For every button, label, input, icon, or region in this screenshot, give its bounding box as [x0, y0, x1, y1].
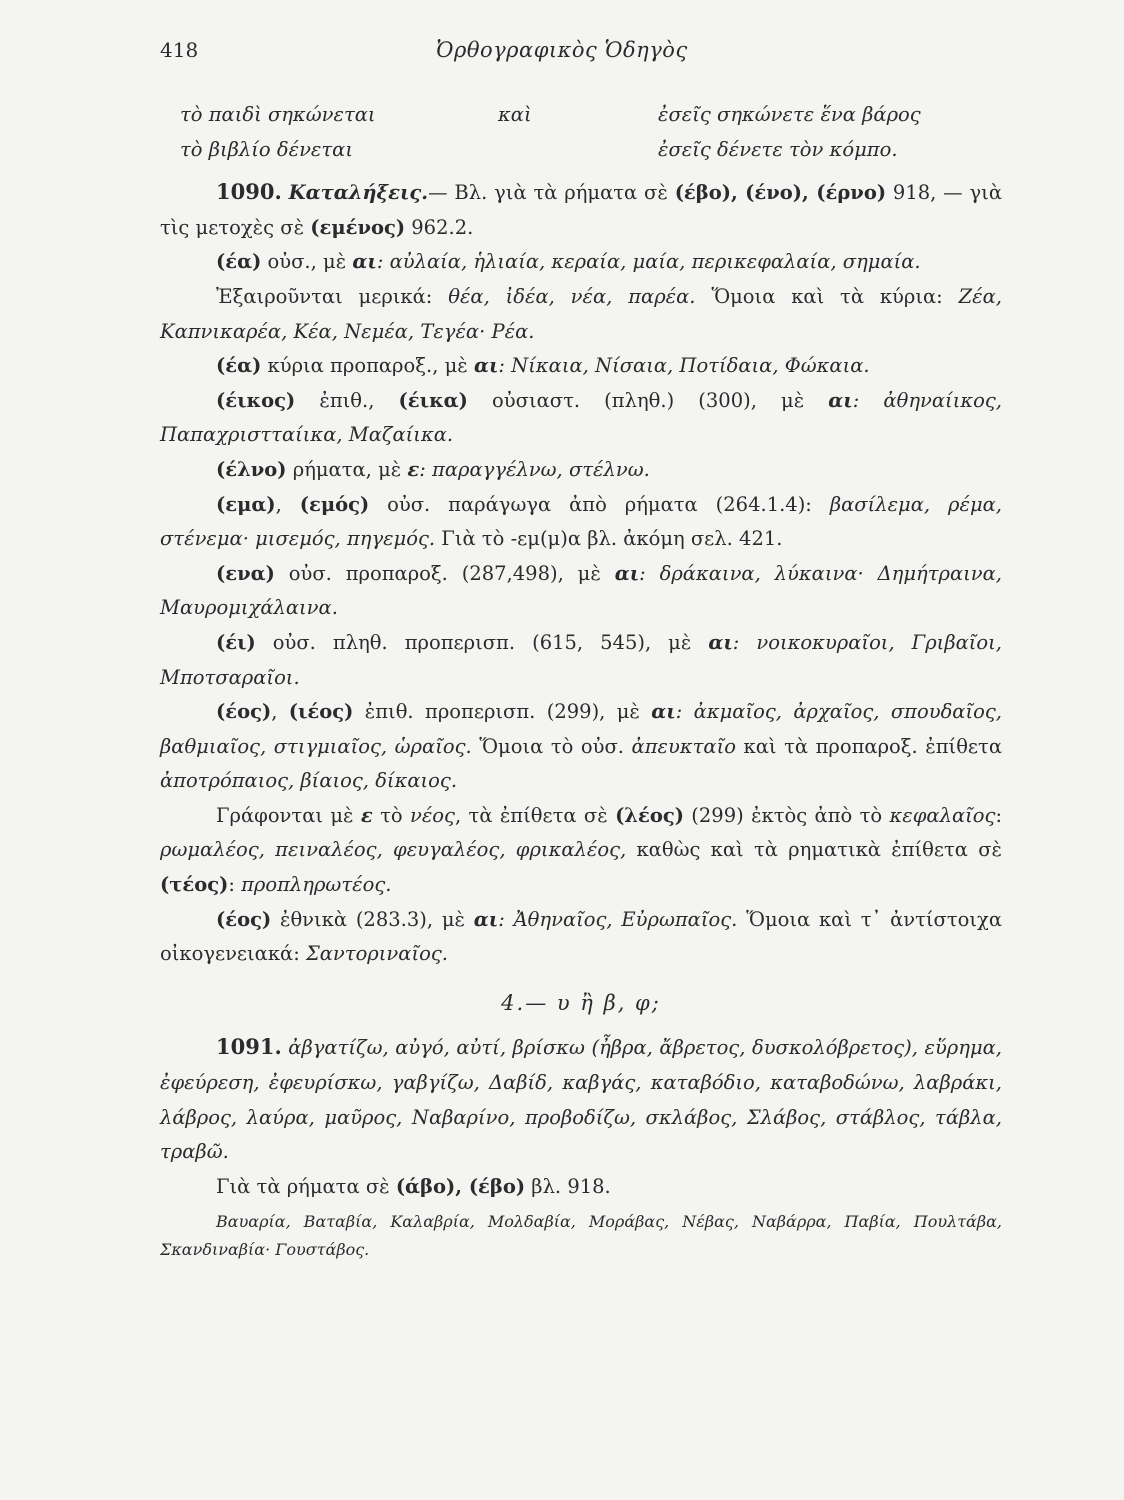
- text: :: [995, 803, 1003, 827]
- small-print-note: Βαυαρία, Βαταβία, Καλαβρία, Μολδαβία, Μοράβας, Νέβας, Ναβάρρα, Παβία, Πουλτάβα, Σκανδιναβία· Γουστάβος.: [160, 1212, 1002, 1260]
- text: ,: [271, 700, 289, 724]
- example-words: θέα, ἰδέα, νέα, παρέα.: [448, 284, 696, 308]
- text: οὐσ., μὲ: [261, 250, 353, 274]
- example-words: ἀπευκταῖο: [631, 734, 736, 758]
- text: οὐσ. προπαροξ. (287,498), μὲ: [274, 561, 615, 585]
- paragraph: [160, 453, 1002, 488]
- keyword: (ενα): [216, 561, 275, 585]
- text: ἐπιθ.,: [295, 388, 399, 412]
- keyword: αι: [651, 700, 676, 724]
- running-title: Ὀρθογραφικὸς Ὁδηγὸς: [436, 38, 688, 62]
- text: βλ. 918.: [525, 1174, 611, 1198]
- text: τὸ: [372, 803, 410, 827]
- entry-1091: [160, 1030, 1002, 1169]
- page-body: [160, 98, 1002, 1264]
- keyword: ε: [360, 803, 373, 827]
- keyword: (άβο), (έβο): [395, 1174, 526, 1198]
- keyword: αι: [614, 561, 640, 585]
- example-words: : δράκαινα, λύκαινα· Δημήτραινα, Μαυρομιχάλαινα.: [160, 561, 1002, 620]
- example-words: βασίλεμα, ρέμα, στένεμα· μισεμός, πηγεμός.: [160, 492, 1002, 551]
- example-words: ρωμαλέος, πειναλέος, φευγαλέος, φρικαλέος,: [160, 838, 627, 862]
- keyword: (έα): [216, 354, 262, 378]
- keyword: (έος): [216, 700, 272, 724]
- keyword: (έικος): [216, 388, 296, 412]
- text: ἐπιθ. προπερισπ. (299), μὲ: [353, 700, 652, 724]
- text: Γιὰ τὸ -εμ(μ)α βλ. ἀκόμη σελ. 421.: [435, 527, 783, 551]
- keyword: (λέος): [615, 803, 684, 827]
- paragraph: [160, 799, 1002, 903]
- example-words: Σαντοριναῖος.: [305, 942, 448, 966]
- keyword: αι: [473, 354, 499, 378]
- entry-title: Καταλήξεις.: [288, 181, 429, 205]
- example-words: : αὐλαία, ἡλιαία, κεραία, μαία, περικεφαλαία, σημαία.: [376, 250, 921, 274]
- page-header: [160, 38, 964, 68]
- example-row: [160, 98, 1002, 133]
- keyword: αι: [708, 630, 733, 654]
- keyword: αι: [352, 250, 377, 274]
- page-number: 418: [160, 38, 199, 62]
- text: ρήματα, μὲ: [286, 457, 408, 481]
- paragraph: [160, 488, 1002, 557]
- example-words: προπληρωτέος.: [241, 873, 392, 897]
- example-words: : Νίκαια, Νίσαια, Ποτίδαια, Φώκαια.: [498, 354, 870, 378]
- paragraph: [160, 557, 1002, 626]
- example-words: : παραγγέλνω, στέλνω.: [419, 457, 650, 481]
- paragraph: [160, 695, 1002, 799]
- text: 962.2.: [405, 215, 474, 239]
- example-words: κεφαλαῖος: [889, 803, 996, 827]
- text: οὐσ. πληθ. προπερισπ. (615, 545), μὲ: [255, 630, 709, 654]
- example-words: : νοικοκυραῖοι, Γριβαῖοι, Μποτσαραῖοι.: [160, 630, 1002, 689]
- text: Ἐξαιροῦνται μερικά:: [216, 284, 449, 308]
- example-conjunction: [498, 133, 658, 168]
- text: Γράφονται μὲ: [216, 803, 361, 827]
- text: 918, — γιὰ τὶς μετοχὲς σὲ: [160, 181, 1002, 239]
- text: ,: [275, 492, 300, 516]
- keyword: (έλνο): [216, 457, 287, 481]
- paragraph: [160, 626, 1002, 695]
- text: οὐσιαστ. (πληθ.) (300), μὲ: [467, 388, 829, 412]
- text: — Βλ. γιὰ τὰ ρήματα σὲ: [428, 181, 675, 205]
- text: :: [228, 873, 242, 897]
- example-right: ἐσεῖς δένετε τὸν κόμπο.: [658, 137, 898, 161]
- text: Ὅμοια τὸ οὐσ.: [471, 734, 632, 758]
- example-right: ἐσεῖς σηκώνετε ἕνα βάρος: [658, 103, 921, 126]
- text: Ὅμοια καὶ τ᾽ ἀντίστοιχα οἰκογενειακά:: [160, 907, 1002, 966]
- paragraph: [160, 245, 1002, 280]
- example-words: : Ἀθηναῖος, Εὐρωπαῖος.: [498, 907, 738, 931]
- entry-1090: [160, 175, 1002, 245]
- example-words: : ἀθηναίικος, Παπαχριστταίικα, Μαζαίικα.: [160, 388, 1002, 447]
- example-row: [160, 133, 1002, 168]
- text: Ὅμοια καὶ τὰ κύρια:: [695, 284, 959, 308]
- example-words: νέος: [409, 803, 455, 827]
- keyword: (ιέος): [288, 700, 354, 724]
- keyword: αι: [828, 388, 853, 412]
- paragraph: [160, 1170, 1002, 1205]
- entry-number: 1090.: [216, 179, 282, 205]
- keyword: (εμός): [299, 492, 370, 516]
- keyword: (τέος): [160, 873, 229, 897]
- paragraph: [160, 349, 1002, 384]
- entry-number: 1091.: [216, 1034, 282, 1060]
- keyword: (έα): [216, 250, 262, 274]
- text: , τὰ ἐπίθετα σὲ: [454, 803, 616, 827]
- section-heading: 4.— υ ἢ β, φ;: [501, 990, 661, 1015]
- example-words: Ζέα, Καπνικαρέα, Κέα, Νεμέα, Τεγέα· Ρέα.: [160, 284, 1002, 343]
- example-words: : ἀκμαῖος, ἀρχαῖος, σπουδαῖος, βαθμιαῖος, στιγμιαῖος, ὡραῖος.: [160, 700, 1002, 758]
- keyword: (έος): [216, 907, 272, 931]
- text: καὶ τὰ προπαροξ. ἐπίθετα: [735, 734, 1002, 758]
- keyword: ε: [407, 457, 420, 481]
- keyword: (έι): [216, 630, 256, 654]
- keyword: (εμένος): [310, 215, 406, 239]
- keyword: (έικα): [398, 388, 468, 412]
- paragraph: [160, 903, 1002, 972]
- keyword: (έβο), (ένο), (έρνο): [674, 181, 887, 205]
- text: (299) ἐκτὸς ἀπὸ τὸ: [683, 803, 890, 827]
- text: Γιὰ τὰ ρήματα σὲ: [216, 1174, 396, 1198]
- keyword: (εμα): [216, 492, 276, 516]
- paragraph: [160, 384, 1002, 453]
- text: κύρια προπαροξ., μὲ: [261, 354, 474, 378]
- example-left: τὸ παιδὶ σηκώνεται: [180, 103, 376, 126]
- example-conjunction: καὶ: [498, 103, 532, 126]
- keyword: αι: [473, 907, 499, 931]
- example-left: τὸ βιβλίο δένεται: [180, 137, 353, 161]
- paragraph: [160, 280, 1002, 349]
- text: ἐθνικὰ (283.3), μὲ: [271, 907, 474, 931]
- text: καθὼς καὶ τὰ ρηματικὰ ἐπίθετα σὲ: [626, 838, 1002, 862]
- text: οὐσ. παράγωγα ἀπὸ ρήματα (264.1.4):: [369, 492, 830, 516]
- example-words: ἀβγατίζω, αὐγό, αὐτί, βρίσκω (ἦβρα, ἄβρετος, δυσκολόβρετος), εὕρημα, ἐφεύρεση, ἐφευρίσκω, γαβγίζω, Δαβίδ, καβγάς, καταβόδιο, καταβοδώνω, λαβράκι, λάβρος, λαύρα, μαῦρος, Ναβαρίνο, προβοδίζω, σκλάβος, Σλάβος, στάβλος, τάβλα, τραβῶ.: [160, 1036, 1002, 1164]
- example-words: ἀποτρόπαιος, βίαιος, δίκαιος.: [160, 769, 458, 793]
